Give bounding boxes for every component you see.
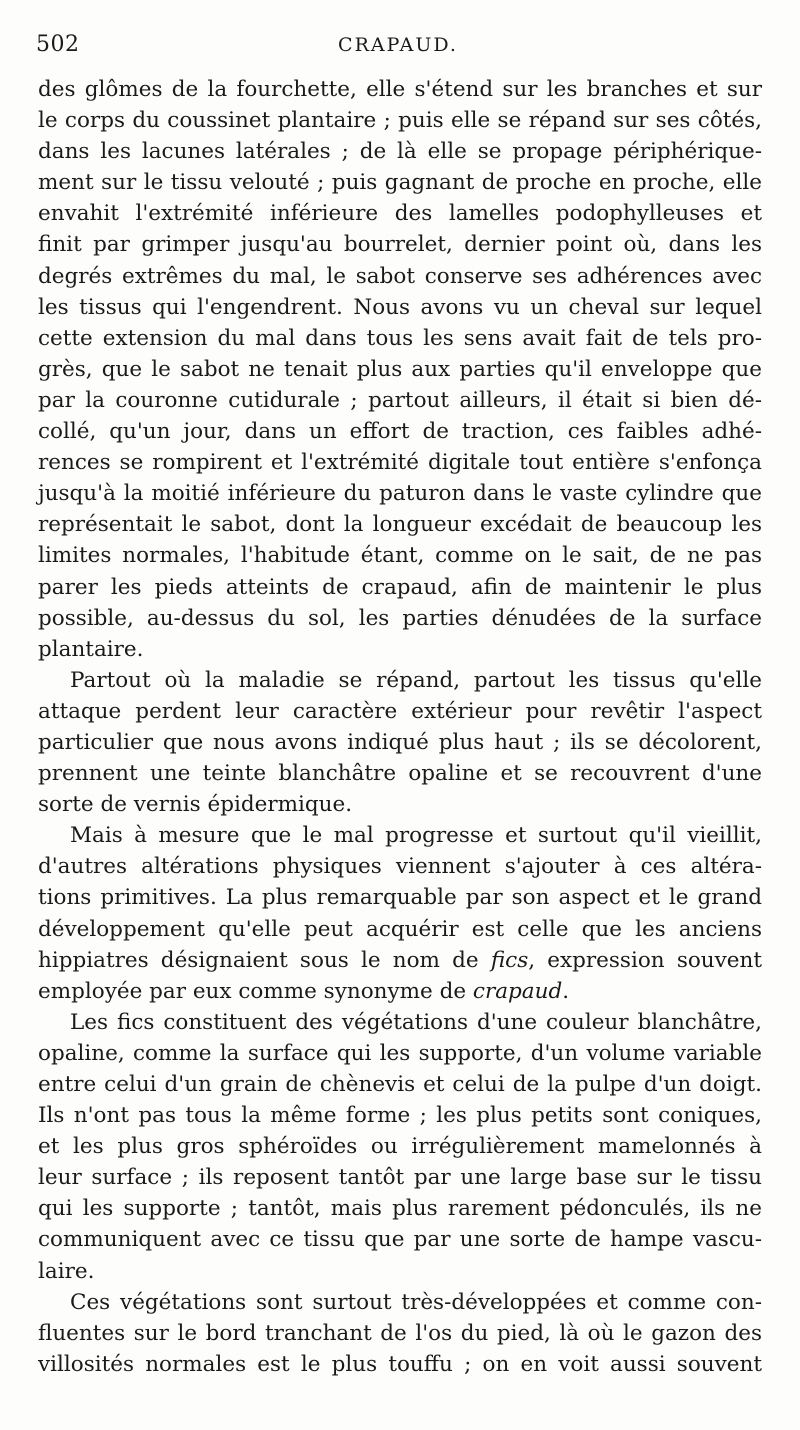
text-line: communiquent avec ce tissu que par une sorte de hampe vascu- xyxy=(38,1227,762,1253)
text-line: des glômes de la fourchette, elle s'étend sur les branches et sur xyxy=(38,77,762,102)
text-line: ment sur le tissu velouté ; puis gagnant de proche en proche, elle xyxy=(38,170,762,196)
body-text xyxy=(38,74,762,1380)
text-line: par la couronne cutidurale ; partout ailleurs, il était si bien dé- xyxy=(38,387,762,413)
text-line: limites normales, l'habitude étant, comme on le sait, de ne pas xyxy=(38,543,762,569)
text-line: rences se rompirent et l'extrémité digitale tout entière s'enfonça xyxy=(38,450,762,476)
text-line: hippiatres désignaient sous le nom de fics, expression souvent xyxy=(38,947,762,973)
text-line: dans les lacunes latérales ; de là elle se propage périphérique- xyxy=(38,139,762,165)
text-line: entre celui d'un grain de chènevis et celui de la pulpe d'un doigt. xyxy=(38,1072,762,1097)
text-line: plantaire. xyxy=(38,636,144,662)
text-line: grès, que le sabot ne tenait plus aux parties qu'il enveloppe que xyxy=(38,356,762,382)
text-line: envahit l'extrémité inférieure des lamelles podophylleuses et xyxy=(38,201,762,227)
text-line: Les fics constituent des végétations d'une couleur blanchâtre, xyxy=(70,1009,762,1035)
text-line: cette extension du mal dans tous les sens avait fait de tels pro- xyxy=(38,325,762,351)
text-line: collé, qu'un jour, dans un effort de traction, ces faibles adhé- xyxy=(38,419,762,445)
text-line: leur surface ; ils reposent tantôt par une large base sur le tissu xyxy=(38,1165,762,1191)
text-line: d'autres altérations physiques viennent s'ajouter à ces altéra- xyxy=(38,854,762,880)
text-line: Partout où la maladie se répand, partout les tissus qu'elle xyxy=(70,667,762,693)
text-line: villosités normales est le plus touffu ; on en voit aussi souvent xyxy=(38,1351,762,1377)
text-line: degrés extrêmes du mal, le sabot conserve ses adhérences avec xyxy=(38,263,762,289)
running-title: CRAPAUD. xyxy=(338,34,458,56)
text-line: parer les pieds atteints de crapaud, afin de maintenir le plus xyxy=(38,574,762,600)
text-line: laire. xyxy=(38,1258,95,1284)
text-line: Mais à mesure que le mal progresse et surtout qu'il vieillit, xyxy=(70,823,762,849)
page-number: 502 xyxy=(36,32,80,57)
text-line: qui les supporte ; tantôt, mais plus rarement pédonculés, ils ne xyxy=(38,1196,762,1222)
text-line: Ces végétations sont surtout très-développées et comme con- xyxy=(70,1289,762,1315)
text-line: possible, au-dessus du sol, les parties dénudées de la surface xyxy=(38,605,762,631)
text-line: Ils n'ont pas tous la même forme ; les plus petits sont coniques, xyxy=(38,1103,762,1129)
page-header xyxy=(36,32,760,62)
text-line: fluentes sur le bord tranchant de l'os du pied, là où le gazon des xyxy=(38,1320,762,1346)
text-line: représentait le sabot, dont la longueur excédait de beaucoup les xyxy=(38,512,762,538)
text-line: opaline, comme la surface qui les supporte, d'un volume variable xyxy=(38,1040,762,1066)
text-line: finit par grimper jusqu'au bourrelet, dernier point où, dans les xyxy=(38,232,762,258)
text-line: les tissus qui l'engendrent. Nous avons vu un cheval sur lequel xyxy=(38,294,762,320)
text-line: employée par eux comme synonyme de crapaud. xyxy=(38,978,570,1004)
text-line: et les plus gros sphéroïdes ou irrégulièrement mamelonnés à xyxy=(38,1134,762,1160)
text-line: prennent une teinte blanchâtre opaline et se recouvrent d'une xyxy=(38,761,762,787)
text-line: particulier que nous avons indiqué plus haut ; ils se décolorent, xyxy=(38,729,762,755)
text-line: le corps du coussinet plantaire ; puis elle se répand sur ses côtés, xyxy=(38,108,762,134)
text-line: attaque perdent leur caractère extérieur pour revêtir l'aspect xyxy=(38,698,762,724)
text-line: développement qu'elle peut acquérir est celle que les anciens xyxy=(38,916,762,942)
text-line: sorte de vernis épidermique. xyxy=(38,792,353,818)
text-line: tions primitives. La plus remarquable par son aspect et le grand xyxy=(38,885,762,911)
text-line: jusqu'à la moitié inférieure du paturon dans le vaste cylindre que xyxy=(38,481,762,507)
